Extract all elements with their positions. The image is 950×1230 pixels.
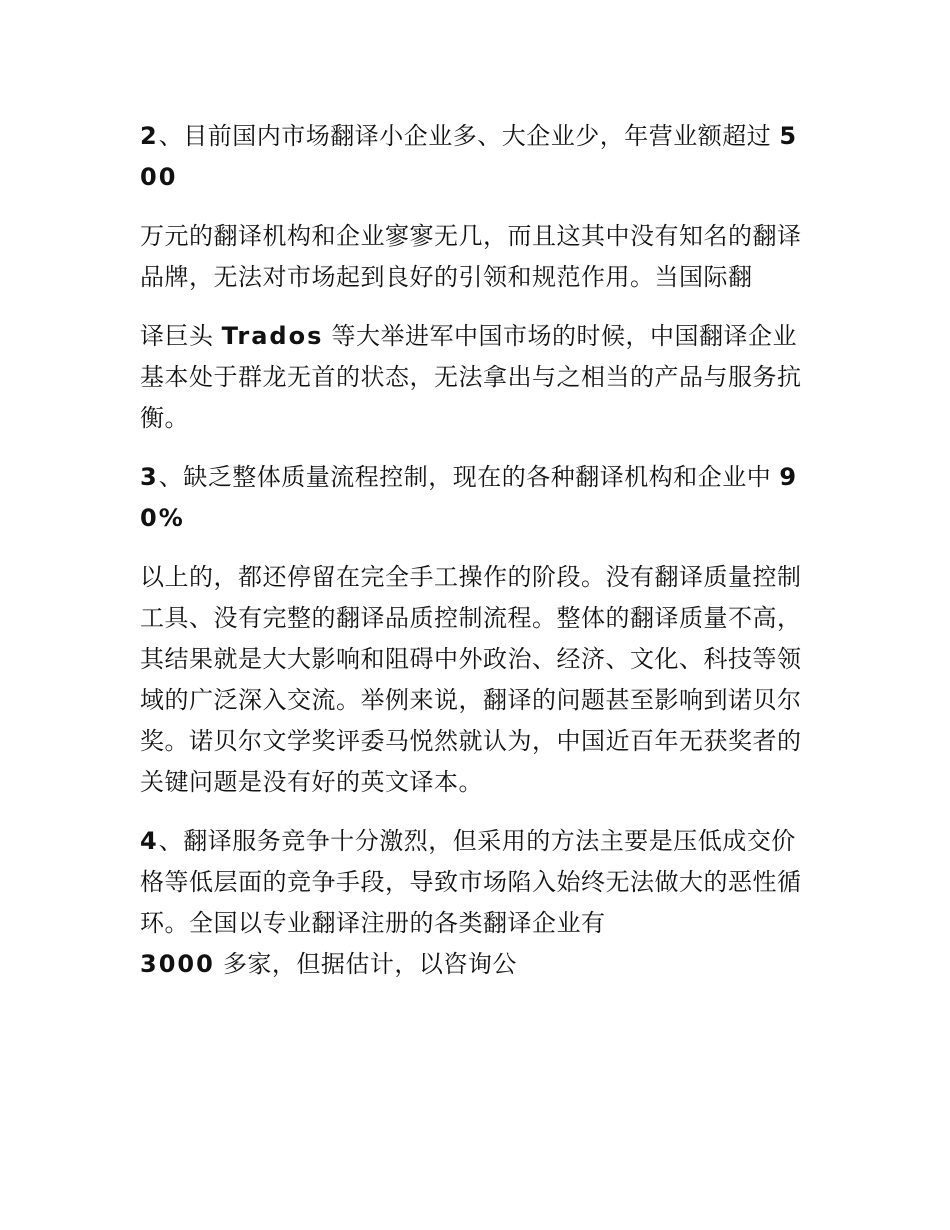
point-number: 2: [140, 122, 159, 150]
percentage-figure: 90%: [140, 463, 799, 532]
paragraph-text: 、翻译服务竞争十分激烈，但采用的方法主要是压低成交价格等低层面的竞争手段，导致市场陷入始终无法做大的恶性循环。全国以专业翻译注册的各类翻译企业有: [140, 827, 802, 937]
paragraph-text: 万元的翻译机构和企业寥寥无几，而且这其中没有知名的翻译品牌，无法对市场起到良好的引领和规范作用。当国际翻: [140, 222, 802, 291]
revenue-figure: 500: [140, 122, 799, 191]
brand-name: Trados: [221, 322, 324, 350]
paragraph-text: 以上的，都还停留在完全手工操作的阶段。没有翻译质量控制工具、没有完整的翻译品质控制流程。整体的翻译质量不高，其结果就是大大影响和阻碍中外政治、经济、文化、科技等领域的广泛深入交流。举例来说，翻译的问题甚至影响到诺贝尔奖。诺贝尔文学奖评委马悦然就认为，中国近百年无获奖者的关键问题是没有好的英文译本。: [140, 563, 802, 796]
paragraph-text: 多家，但据估计，以咨询公: [222, 950, 517, 978]
point-number: 3: [140, 463, 159, 491]
paragraph-text: 等大举进军中国市场的时候，中国翻译企业基本处于群龙无首的状态，无法拿出与之相当的产品与服务抗衡。: [140, 322, 802, 432]
paragraph-text: 、缺乏整体质量流程控制，现在的各种翻译机构和企业中: [158, 463, 772, 491]
paragraph-trados: [140, 316, 812, 439]
paragraph-point-2: [140, 116, 812, 198]
company-count-figure: 3000: [140, 950, 215, 978]
paragraph-quality-control: [140, 557, 812, 803]
paragraph-point-4: [140, 821, 812, 985]
paragraph-point-3: [140, 457, 812, 539]
point-number: 4: [140, 827, 159, 855]
paragraph-text: 、目前国内市场翻译小企业多、大企业少，年营业额超过: [158, 122, 772, 150]
document-body: [140, 116, 812, 985]
paragraph-text: 译巨头: [140, 322, 214, 350]
paragraph-market-brands: [140, 216, 812, 298]
